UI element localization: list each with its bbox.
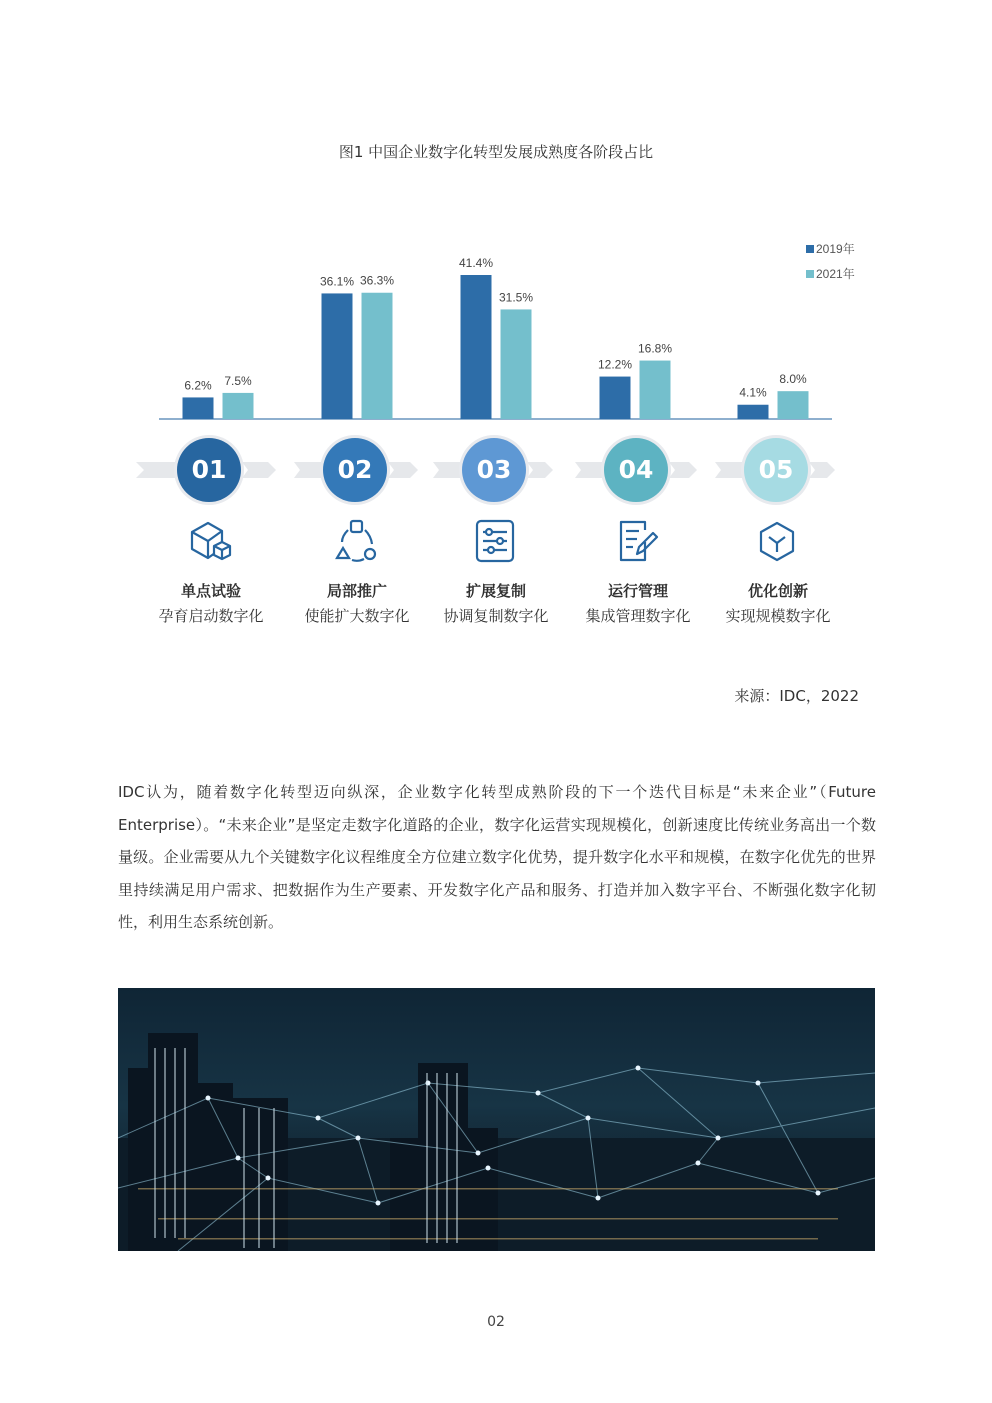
bar-2019年-局部推广: [322, 293, 353, 419]
stage-number: 02: [323, 438, 387, 502]
stage-desc: 协调复制数字化: [443, 607, 549, 625]
cube-icon: [188, 518, 232, 566]
city-network-photo: [118, 988, 875, 1251]
bar-data-label: 36.1%: [319, 274, 355, 289]
page-number: 02: [487, 1314, 505, 1330]
legend-swatch: [806, 270, 814, 278]
bar-data-label: 12.2%: [597, 357, 633, 372]
source-note: 来源：IDC，2022: [734, 687, 859, 705]
bar-2021年-优化创新: [778, 391, 809, 419]
body-paragraph: IDC认为，随着数字化转型迈向纵深，企业数字化转型成熟阶段的下一个迭代目标是“未来企业”（Future Enterprise）。“未来企业”是坚定走数字化道路的企业，数字化运营实现规模化，创新速度比传统业务高出一个数量级。企业需要从九个关键数字化议程维度全方位建立数字化优势，提升数字化水平和规模，在数字化优先的世界里持续满足用户需求、把数据作为生产要素、开发数字化产品和服务、打造并加入数字平台、不断强化数字化韧性，利用生态系统创新。: [118, 783, 876, 931]
figure-title: 图1 中国企业数字化转型发展成熟度各阶段占比: [338, 143, 654, 161]
bar-data-label: 31.5%: [498, 290, 534, 305]
edit-document-icon: [615, 518, 659, 566]
stage-name: 扩展复制: [465, 582, 526, 600]
bar-data-label: 8.0%: [779, 372, 807, 387]
legend-label: 2019年: [816, 242, 855, 256]
stage-name: 单点试验: [180, 582, 241, 600]
legend-swatch: [806, 245, 814, 253]
bar-2021年-扩展复制: [501, 309, 532, 419]
stage-desc: 实现规模数字化: [725, 607, 831, 625]
bar-data-label: 4.1%: [739, 385, 767, 400]
city-skyline-image: [118, 988, 875, 1251]
bar-data-label: 36.3%: [359, 273, 395, 288]
sliders-icon: [473, 518, 517, 566]
stages-row: [0, 438, 992, 638]
bar-data-label: 16.8%: [637, 341, 673, 356]
cycle-nodes-icon: [334, 518, 378, 566]
stage-name: 局部推广: [326, 582, 387, 600]
bar-2021年-运行管理: [640, 361, 671, 419]
stage-desc: 使能扩大数字化: [304, 607, 410, 625]
stage-desc: 孕育启动数字化: [158, 607, 264, 625]
stage-number: 03: [462, 438, 526, 502]
bar-chart: [0, 0, 992, 430]
bar-data-label: 7.5%: [224, 373, 252, 388]
stage-name: 运行管理: [607, 582, 668, 600]
hexagon-icon: [755, 518, 799, 566]
stage-number: 04: [604, 438, 668, 502]
bar-2021年-局部推广: [362, 293, 393, 419]
bar-data-label: 41.4%: [458, 256, 494, 270]
stage-number: 05: [744, 438, 808, 502]
bar-2019年-单点试验: [183, 397, 214, 419]
bar-2019年-运行管理: [600, 377, 631, 419]
bar-2019年-扩展复制: [461, 275, 492, 419]
stage-desc: 集成管理数字化: [585, 607, 691, 625]
bar-data-label: 6.2%: [184, 378, 212, 393]
bar-2021年-单点试验: [223, 393, 254, 419]
stage-number: 01: [177, 438, 241, 502]
legend-label: 2021年: [816, 267, 855, 281]
stage-name: 优化创新: [747, 582, 808, 600]
bar-2019年-优化创新: [738, 405, 769, 419]
